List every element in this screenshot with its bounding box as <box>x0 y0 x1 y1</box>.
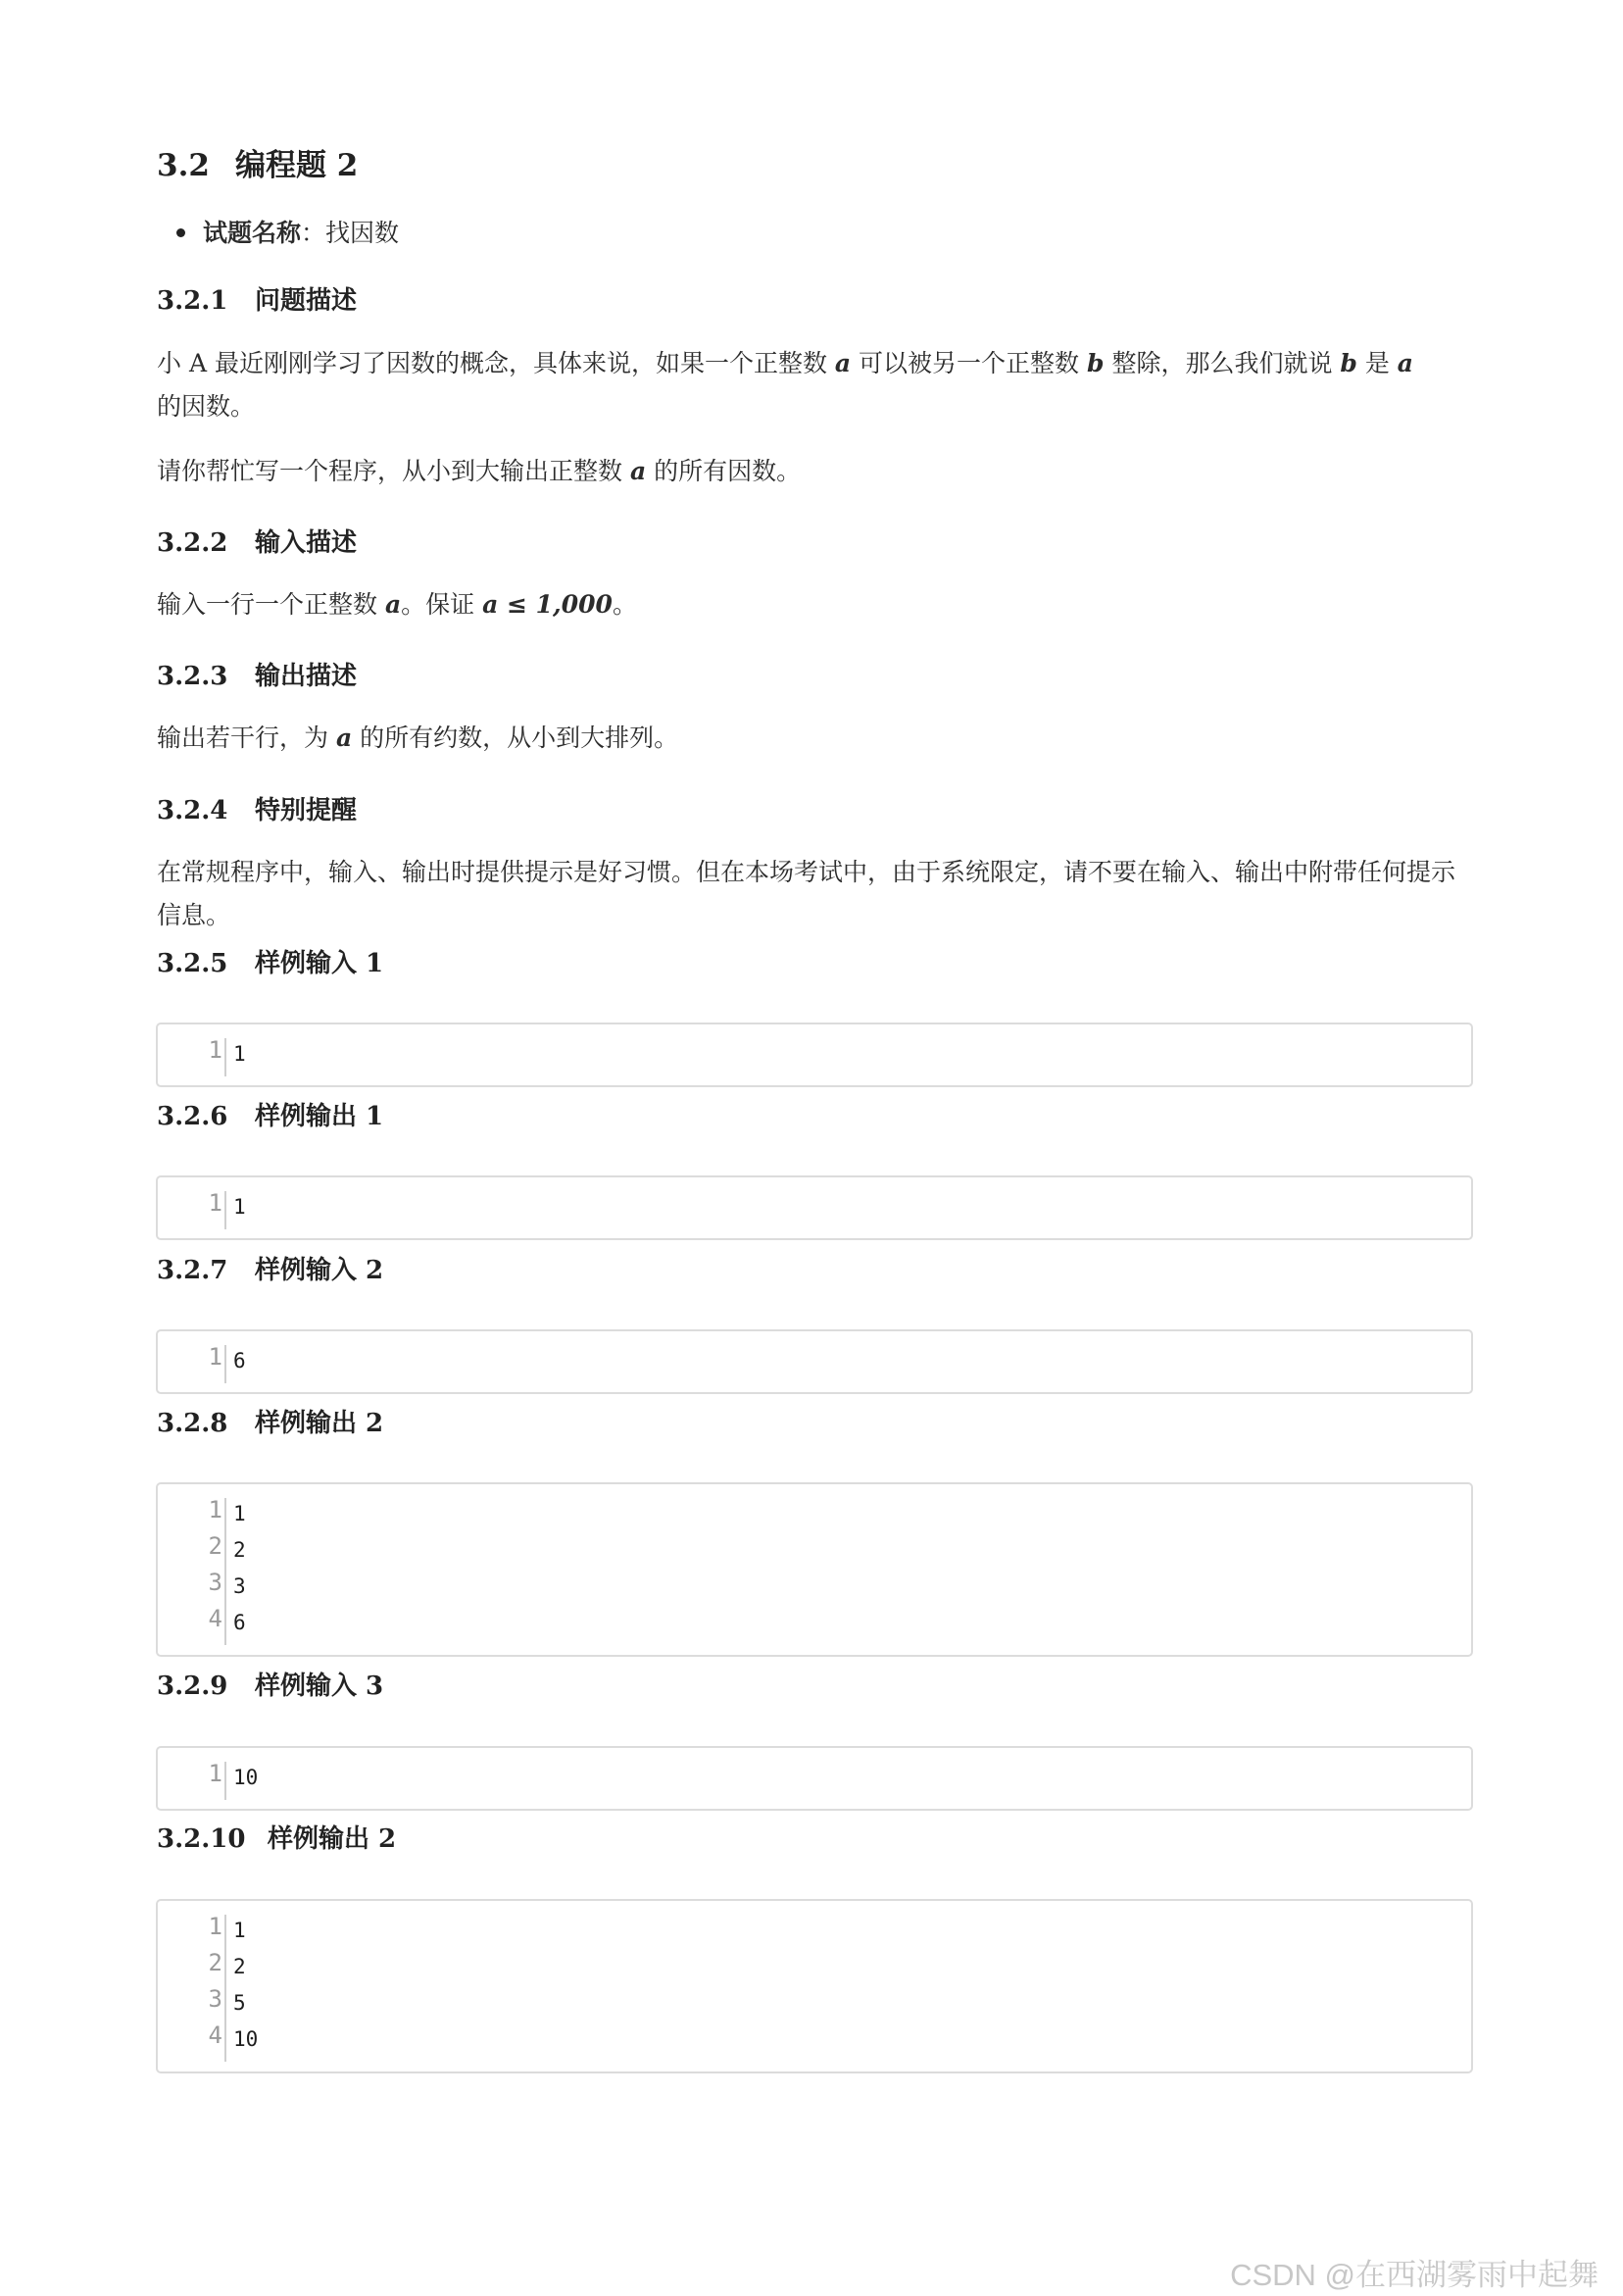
code-line <box>158 1949 1471 1985</box>
bullet-icon <box>176 228 185 237</box>
text-run: 。 <box>612 590 637 619</box>
heading-number: 3.2.4 <box>157 796 228 825</box>
code-block <box>156 1899 1473 2073</box>
code-line <box>158 2021 1471 2058</box>
code-text: 10 <box>233 2027 259 2051</box>
text-run: 请你帮忙写一个程序，从小到大输出正整数 <box>157 457 630 485</box>
line-number: 1 <box>208 1189 222 1217</box>
code-text: 6 <box>233 1611 246 1634</box>
heading-number: 3.2.2 <box>157 528 228 558</box>
code-text: 6 <box>233 1349 246 1373</box>
text-run: 小 A 最近刚刚学习了因数的概念，具体来说，如果一个正整数 <box>157 349 835 377</box>
heading-number: 3.2.3 <box>157 662 228 691</box>
problem-name-item <box>157 214 399 249</box>
text-run: 输入一行一个正整数 <box>157 590 385 619</box>
heading-text: 问题描述 <box>255 286 358 316</box>
description-paragraph-2 <box>157 450 1460 493</box>
output-paragraph <box>157 717 1460 760</box>
text-run: 的所有约数，从小到大排列。 <box>352 724 679 752</box>
line-number: 1 <box>208 1036 222 1064</box>
code-line <box>158 1760 1471 1796</box>
line-number: 2 <box>208 1532 222 1560</box>
heading-output-description <box>157 656 357 692</box>
text-run: 是 <box>1356 349 1398 377</box>
heading-number: 3.2.8 <box>157 1409 228 1438</box>
code-text: 5 <box>233 1991 246 2015</box>
text-run: 的所有因数。 <box>646 457 802 485</box>
code-block <box>156 1482 1473 1657</box>
section-number: 3.2 <box>157 148 210 183</box>
math-var: b <box>1087 349 1105 377</box>
math-var: b <box>1340 349 1357 377</box>
heading-text: 样例输入 1 <box>255 949 384 978</box>
math-var: a <box>834 349 852 377</box>
section-title-text: 编程题 2 <box>235 148 359 183</box>
code-text: 1 <box>233 1042 246 1066</box>
text-run: 可以被另一个正整数 <box>851 349 1088 377</box>
code-text: 2 <box>233 1955 246 1978</box>
code-line <box>158 1343 1471 1379</box>
input-paragraph <box>157 583 1460 626</box>
heading-number: 3.2.7 <box>157 1256 228 1285</box>
math-condition: a ≤ 1,000 <box>482 590 613 619</box>
text-run: 的因数。 <box>157 392 256 421</box>
heading-text: 样例输入 2 <box>255 1256 384 1285</box>
code-text: 2 <box>233 1538 246 1562</box>
code-text: 1 <box>233 1502 246 1525</box>
line-number: 4 <box>208 1605 222 1632</box>
description-paragraph-1 <box>157 342 1460 428</box>
problem-name-separator: ： <box>301 219 326 247</box>
code-line <box>158 1189 1471 1225</box>
math-var: a <box>335 724 353 752</box>
code-block <box>156 1175 1473 1240</box>
text-run: 整除，那么我们就说 <box>1104 349 1341 377</box>
code-line <box>158 1913 1471 1949</box>
heading-number: 3.2.9 <box>157 1672 228 1701</box>
heading-number: 3.2.1 <box>157 286 228 316</box>
heading-sample-4 <box>157 1403 383 1439</box>
heading-text: 样例输出 2 <box>255 1409 384 1438</box>
code-text: 1 <box>233 1919 246 1942</box>
text-run: 。保证 <box>401 590 483 619</box>
problem-name-value: 找因数 <box>325 219 400 247</box>
line-number: 3 <box>208 1569 222 1596</box>
note-paragraph: 在常规程序中，输入、输出时提供提示是好习惯。但在本场考试中，由于系统限定，请不要在输入、输出中附带任何提示信息。 <box>157 858 1456 929</box>
code-line <box>158 1496 1471 1532</box>
heading-special-note <box>157 790 357 826</box>
heading-text: 样例输入 3 <box>255 1672 384 1701</box>
code-line <box>158 1532 1471 1569</box>
heading-sample-6 <box>157 1819 396 1855</box>
heading-number: 3.2.10 <box>157 1824 246 1854</box>
heading-text: 样例输出 1 <box>255 1102 384 1131</box>
heading-problem-description <box>157 280 357 317</box>
heading-number: 3.2.6 <box>157 1102 228 1131</box>
text-run: 输出若干行，为 <box>157 724 336 752</box>
watermark: CSDN @在西湖雾雨中起舞 <box>1230 2258 1598 2292</box>
code-text: 10 <box>233 1766 259 1789</box>
heading-sample-2 <box>157 1096 383 1132</box>
code-block <box>156 1023 1473 1087</box>
problem-name-label: 试题名称 <box>203 219 302 247</box>
section-title <box>157 140 358 184</box>
line-number: 4 <box>208 2021 222 2049</box>
heading-text: 样例输出 2 <box>268 1824 397 1854</box>
code-line <box>158 1569 1471 1605</box>
heading-sample-3 <box>157 1250 383 1286</box>
math-var: a <box>384 590 402 619</box>
line-number: 1 <box>208 1496 222 1523</box>
line-number: 3 <box>208 1985 222 2013</box>
code-line <box>158 1605 1471 1641</box>
heading-sample-1 <box>157 943 383 979</box>
line-number: 2 <box>208 1949 222 1976</box>
math-var: a <box>1397 349 1413 377</box>
heading-number: 3.2.5 <box>157 949 228 978</box>
code-text: 3 <box>233 1574 246 1598</box>
code-block <box>156 1329 1473 1394</box>
code-text: 1 <box>233 1195 246 1219</box>
line-number: 1 <box>208 1343 222 1371</box>
line-number: 1 <box>208 1760 222 1787</box>
line-number: 1 <box>208 1913 222 1940</box>
heading-text: 输入描述 <box>255 528 358 558</box>
heading-input-description <box>157 523 357 559</box>
heading-text: 输出描述 <box>255 662 358 691</box>
heading-text: 特别提醒 <box>255 796 358 825</box>
math-var: a <box>629 457 647 485</box>
heading-sample-5 <box>157 1666 383 1702</box>
code-line <box>158 1985 1471 2021</box>
code-block <box>156 1746 1473 1811</box>
code-line <box>158 1036 1471 1073</box>
